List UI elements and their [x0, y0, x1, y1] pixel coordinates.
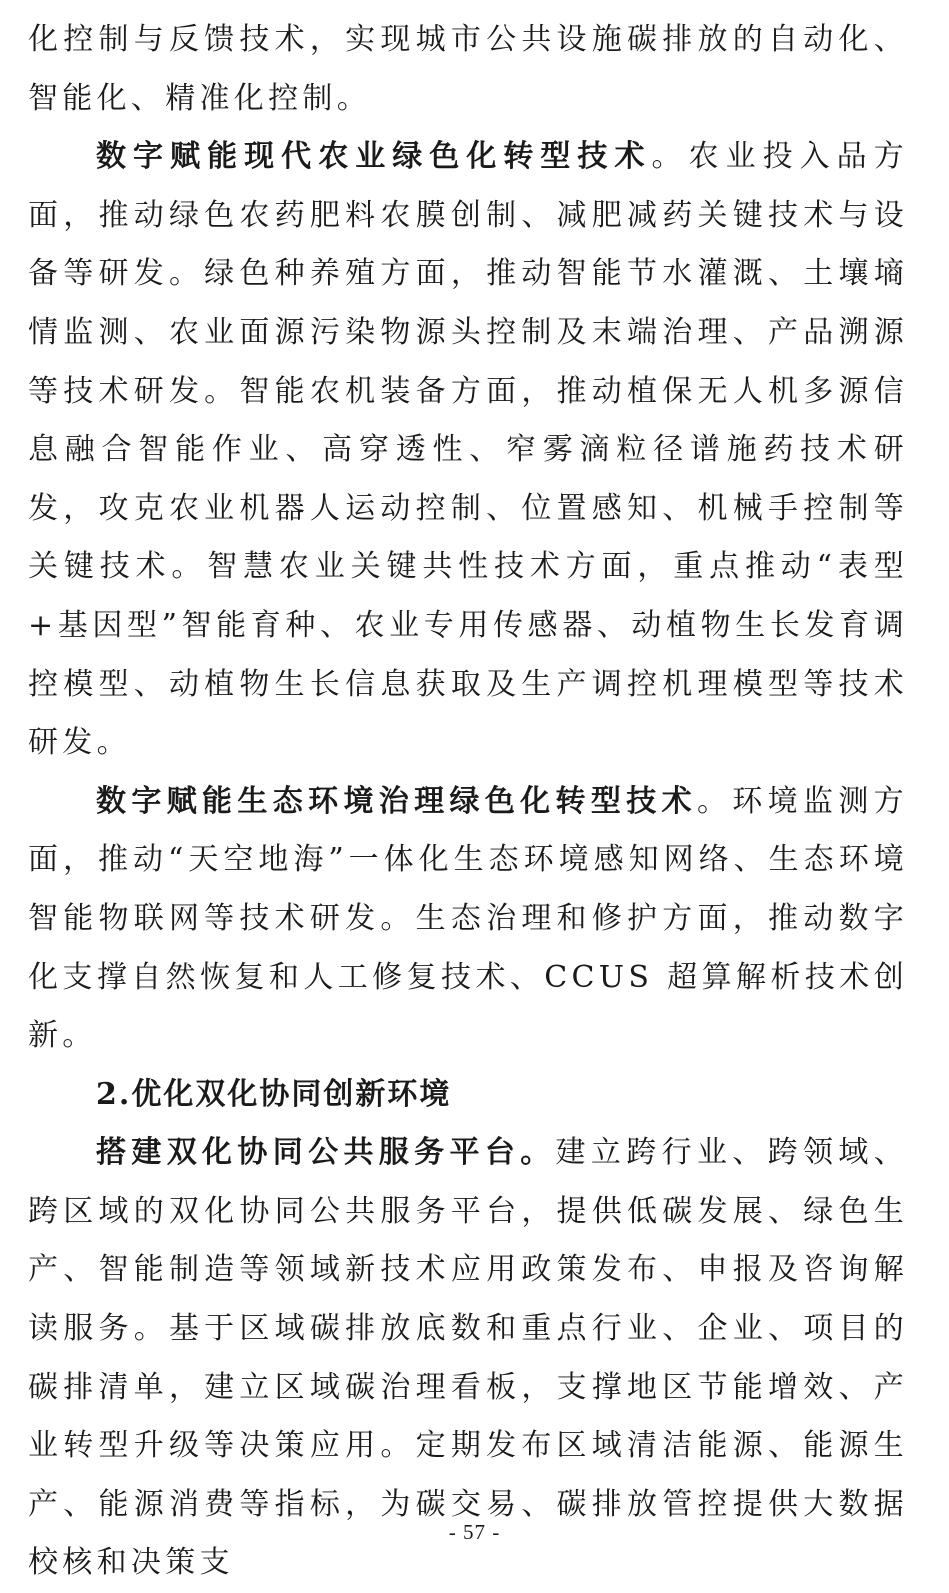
paragraph-bold-lead: 数字赋能生态环境治理绿色化转型技术	[96, 783, 697, 819]
paragraph-text: 。环境监测方面，推动“天空地海”一体化生态环境感知网络、生态环境智能物联网等技术研发。生态治理和修护方面，推动数字化支撑自然恢复和人工修复技术、CCUS 超算解析技术创新。	[28, 783, 908, 1054]
document-page	[28, 0, 908, 1593]
paragraph-ecology	[28, 773, 908, 1066]
paragraph-text: 化控制与反馈技术，实现城市公共设施碳排放的自动化、智能化、精准化控制。	[28, 22, 908, 116]
paragraph-continuation	[28, 11, 908, 128]
paragraph-agriculture	[28, 128, 908, 773]
section-heading-text: 2.优化双化协同创新环境	[96, 1076, 452, 1112]
page-number: - 57 -	[448, 1520, 501, 1544]
paragraph-bold-lead: 搭建双化协同公共服务平台。	[96, 1135, 556, 1171]
paragraph-bold-lead: 数字赋能现代农业绿色化转型技术	[96, 139, 652, 175]
paragraph-text: 。农业投入品方面，推动绿色农药肥料农膜创制、减肥减药关键技术与设备等研发。绿色种养殖方面，推动智能节水灌溉、土壤墒情监测、农业面源污染物源头控制及末端治理、产品溯源等技术研发。智能农机装备方面，推动植保无人机多源信息融合智能作业、高穿透性、窄雾滴粒径谱施药技术研发，攻克农业机器人运动控制、位置感知、机械手控制等关键技术。智慧农业关键共性技术方面，重点推动“表型+基因型”智能育种、农业专用传感器、动植物生长发育调控模型、动植物生长信息获取及生产调控机理模型等技术研发。	[28, 139, 908, 761]
section-heading	[28, 1066, 908, 1125]
paragraph-text: 建立跨行业、跨领域、跨区域的双化协同公共服务平台，提供低碳发展、绿色生产、智能制造等领域新技术应用政策发布、申报及咨询解读服务。基于区域碳排放底数和重点行业、企业、项目的碳排清单，建立区域碳治理看板，支撑地区节能增效、产业转型升级等决策应用。定期发布区域清洁能源、能源生产、能源消费等指标，为碳交易、碳排放管控提供大数据校核和决策支	[28, 1135, 908, 1581]
